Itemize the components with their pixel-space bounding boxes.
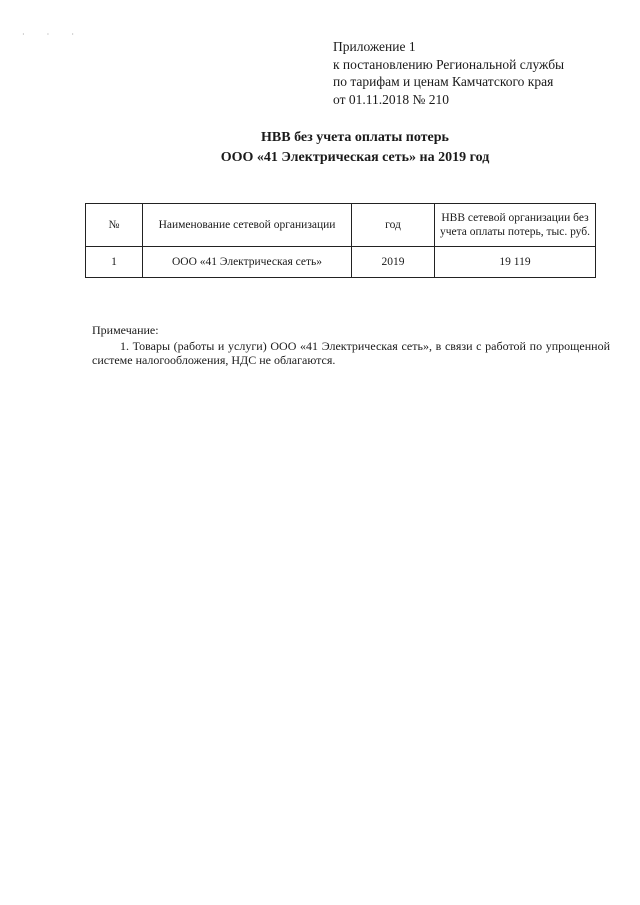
cell-nvv: 19 119 bbox=[435, 247, 596, 278]
header-name: Наименование сетевой организации bbox=[143, 204, 352, 247]
document-title bbox=[60, 128, 640, 168]
note-heading: Примечание: bbox=[92, 323, 159, 337]
header-year: год bbox=[352, 204, 435, 247]
appendix-block bbox=[333, 38, 623, 108]
appendix-line-1: Приложение 1 bbox=[333, 39, 416, 54]
title-line-2: ООО «41 Электрическая сеть» на 2019 год bbox=[220, 150, 490, 165]
note-item-1: 1. Товары (работы и услуги) ООО «41 Электрическая сеть», в связи с работой по упрощенной системе налогообложения, НДС не облагаются. bbox=[92, 339, 610, 367]
table-row bbox=[86, 247, 596, 278]
cell-number: 1 bbox=[86, 247, 143, 278]
header-number: № bbox=[86, 204, 143, 247]
appendix-line-3: по тарифам и ценам Камчатского края bbox=[333, 74, 554, 89]
appendix-line-2: к постановлению Региональной службы bbox=[333, 56, 565, 72]
header-nvv: НВВ сетевой организации без учета оплаты потерь, тыс. руб. bbox=[435, 204, 596, 247]
cell-name: ООО «41 Электрическая сеть» bbox=[143, 247, 352, 278]
scan-specks: · · · bbox=[22, 30, 84, 39]
note-block bbox=[92, 323, 610, 367]
title-line-1: НВВ без учета оплаты потерь bbox=[261, 130, 449, 145]
table-header-row bbox=[86, 204, 596, 247]
appendix-line-4: от 01.11.2018 № 210 bbox=[333, 91, 449, 107]
nvv-table bbox=[85, 203, 596, 278]
cell-year: 2019 bbox=[352, 247, 435, 278]
